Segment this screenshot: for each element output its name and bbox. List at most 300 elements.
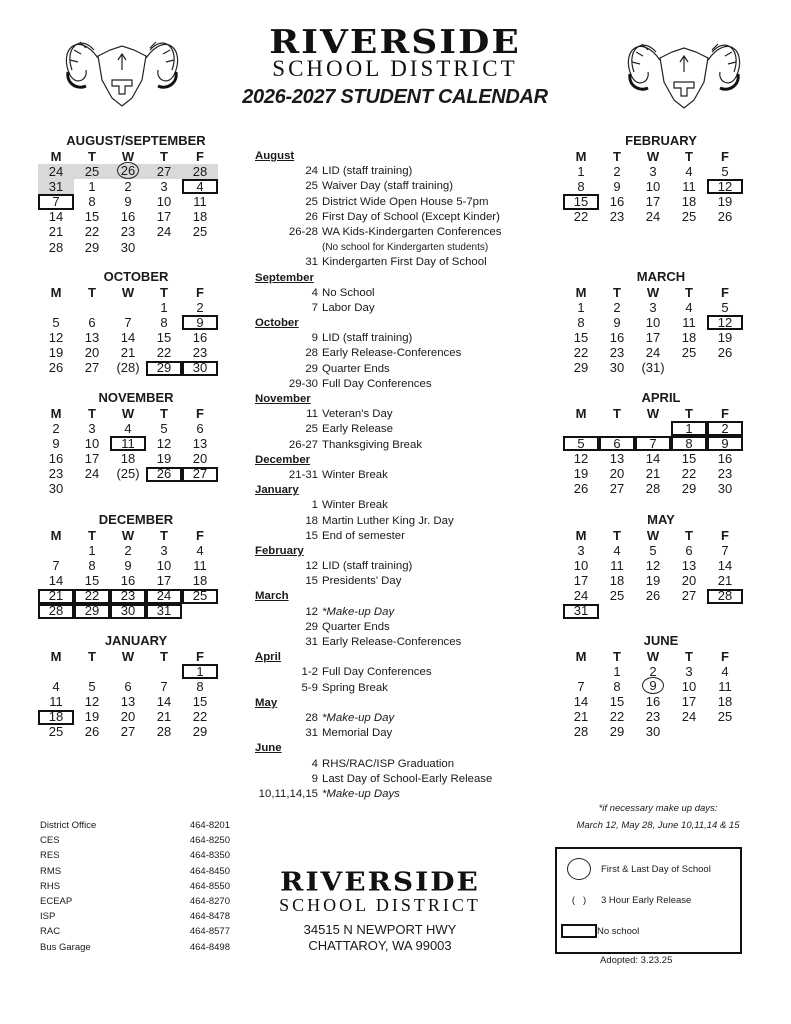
event-date: 25 <box>305 423 318 436</box>
event-description: Labor Day <box>322 301 375 314</box>
weekday-header: W <box>121 406 135 421</box>
day-cell: 24 <box>573 588 589 604</box>
day-cell: 18 <box>717 693 733 709</box>
day-cell: 5 <box>649 542 657 558</box>
day-cell: 8 <box>196 678 204 694</box>
day-cell: 24 <box>84 466 100 482</box>
event-date: 28 <box>305 347 318 360</box>
day-cell <box>599 421 635 436</box>
month-march <box>561 269 761 376</box>
weekday-header: F <box>721 406 729 421</box>
day-cell: 28 <box>182 164 218 179</box>
day-cell: 24 <box>645 209 661 225</box>
event-month-heading: May <box>255 696 278 709</box>
day-cell: 11 <box>682 314 696 330</box>
day-cell <box>38 543 74 558</box>
day-cell: 23 <box>192 345 208 361</box>
day-cell: 25 <box>681 345 697 361</box>
event-row <box>255 210 535 225</box>
day-cell-no-school: 29 <box>74 604 110 619</box>
day-cell-no-school: 29 <box>146 361 182 376</box>
event-row <box>255 468 535 483</box>
day-cell <box>146 240 182 255</box>
day-cell: 5 <box>52 314 60 330</box>
day-cell: 14 <box>717 557 733 573</box>
contact-row <box>40 924 230 939</box>
address-line-2: CHATTAROY, WA 99003 <box>308 938 452 953</box>
weekday-header: W <box>121 649 135 664</box>
makeup-note-line2: March 12, May 28, June 10,11,14 & 15 <box>576 820 740 831</box>
day-cell: 8 <box>577 178 585 194</box>
month-grid <box>38 528 218 619</box>
month-november <box>36 390 236 497</box>
day-cell: 7 <box>721 542 729 558</box>
week-row <box>563 346 743 361</box>
footer-district-name: RIVERSIDE <box>280 866 480 897</box>
day-cell: 5 <box>88 678 96 694</box>
day-cell: 3 <box>649 163 657 179</box>
event-date: 15 <box>305 575 318 588</box>
day-cell: 31 <box>38 179 74 194</box>
day-cell-no-school: 30 <box>110 604 146 619</box>
event-row <box>255 164 535 179</box>
event-description: No School <box>322 286 375 299</box>
month-grid <box>38 285 218 376</box>
day-cell <box>182 240 218 255</box>
week-row <box>38 694 218 709</box>
day-cell: 16 <box>645 693 661 709</box>
day-cell: 3 <box>88 420 96 436</box>
day-cell: 4 <box>685 299 693 315</box>
weekday-header: M <box>50 149 62 164</box>
day-cell: 24 <box>681 709 697 725</box>
day-cell: 22 <box>573 345 589 361</box>
weekday-header: T <box>88 528 96 543</box>
day-cell: 15 <box>156 329 172 345</box>
event-date: 31 <box>305 256 318 269</box>
event-description: Early Release <box>322 423 393 436</box>
day-cell: 6 <box>196 420 204 436</box>
day-cell-no-school: 9 <box>707 436 743 451</box>
weekday-header: M <box>575 528 587 543</box>
event-description: Early Release-Conferences <box>322 636 462 648</box>
day-cell: 14 <box>573 693 589 709</box>
day-cell-no-school: 24 <box>146 589 182 604</box>
legend-box <box>555 847 742 954</box>
day-cell: 30 <box>717 481 733 497</box>
day-cell: 9 <box>613 178 621 194</box>
weekday-header: T <box>613 528 621 543</box>
month-name: MAY <box>647 512 675 527</box>
event-date: 28 <box>305 711 318 724</box>
contact-name: ECEAP <box>40 895 73 907</box>
legend-circle-label: First & Last Day of School <box>601 863 711 875</box>
month-name: JUNE <box>643 633 679 648</box>
weekday-header: F <box>196 649 204 664</box>
day-cell: 10 <box>156 193 172 209</box>
day-cell-no-school: 25 <box>182 589 218 604</box>
event-month-heading: February <box>255 544 304 557</box>
day-cell: 7 <box>52 557 60 573</box>
day-cell: 11 <box>682 178 696 194</box>
day-cell: 29 <box>192 724 208 740</box>
day-cell: 15 <box>84 572 100 588</box>
calendar-title: 2026-2027 STUDENT CALENDAR <box>242 86 548 108</box>
weekday-header: W <box>121 285 135 300</box>
legend-box-label: No school <box>597 925 640 937</box>
contact-phone: 464-8250 <box>189 835 230 847</box>
day-cell: 29 <box>609 724 625 740</box>
weekday-header: T <box>160 285 168 300</box>
footer-district-subtitle: SCHOOL DISTRICT <box>279 895 481 915</box>
day-cell: 23 <box>645 709 661 725</box>
day-cell: 2 <box>649 663 657 679</box>
day-cell: 5 <box>721 299 729 315</box>
week-row <box>563 451 743 466</box>
event-row <box>255 635 535 650</box>
week-row <box>563 361 743 376</box>
day-cell: 8 <box>613 678 621 694</box>
day-cell: 3 <box>160 542 168 558</box>
day-cell: 18 <box>120 450 136 466</box>
month-aug-sep <box>36 133 236 255</box>
day-cell-no-school: 28 <box>707 589 743 604</box>
event-row <box>255 529 535 544</box>
day-cell: 25 <box>48 724 64 740</box>
day-cell-no-school: 22 <box>74 589 110 604</box>
day-cell: 9 <box>124 557 132 573</box>
day-cell: 10 <box>645 178 661 194</box>
event-row <box>255 195 535 210</box>
contact-phone: 464-8550 <box>189 880 230 892</box>
event-date: 5-9 <box>301 681 318 694</box>
month-name: DECEMBER <box>98 512 174 527</box>
event-description: Quarter Ends <box>322 620 390 633</box>
weekday-header: T <box>160 406 168 421</box>
event-row <box>255 346 535 361</box>
weekday-header: T <box>88 406 96 421</box>
day-cell: 14 <box>156 693 172 709</box>
day-cell: 24 <box>156 224 172 240</box>
weekday-header: W <box>646 149 660 164</box>
week-row <box>563 604 743 619</box>
day-cell-no-school: 11 <box>110 436 146 451</box>
day-cell: 22 <box>609 709 625 725</box>
address-line-1: 34515 N NEWPORT HWY <box>303 922 457 937</box>
weekday-header: T <box>88 285 96 300</box>
weekday-header: M <box>50 528 62 543</box>
contact-phone: 464-8270 <box>189 895 230 907</box>
weekday-header: M <box>50 649 62 664</box>
event-row <box>255 681 535 696</box>
day-cell: 15 <box>84 209 100 225</box>
week-row <box>563 482 743 497</box>
day-cell: 28 <box>156 724 172 740</box>
weekday-header: W <box>646 406 660 421</box>
day-cell-no-school: 7 <box>38 194 74 209</box>
event-description: Quarter Ends <box>322 362 390 375</box>
day-cell: 25 <box>609 588 625 604</box>
day-cell: 23 <box>609 209 625 225</box>
event-date: 11 <box>306 408 318 421</box>
week-row <box>38 451 218 466</box>
day-cell: 13 <box>120 693 136 709</box>
event-month-heading: December <box>255 453 311 466</box>
day-cell <box>671 361 707 376</box>
week-row <box>38 482 218 497</box>
day-cell-no-school: 21 <box>38 589 74 604</box>
weekday-header: M <box>50 406 62 421</box>
day-cell: 1 <box>577 299 585 315</box>
event-description: Last Day of School-Early Release <box>322 772 493 785</box>
day-cell: 18 <box>192 209 208 225</box>
day-cell: 7 <box>577 678 585 694</box>
week-row <box>38 164 218 179</box>
event-description: LID (staff training) <box>322 332 413 345</box>
event-row <box>255 438 535 453</box>
event-description: End of semester <box>322 529 405 542</box>
day-cell: 28 <box>645 481 661 497</box>
day-cell: 11 <box>610 557 624 573</box>
contact-phone: 464-8450 <box>189 865 230 877</box>
week-row <box>563 573 743 588</box>
contact-name: RMS <box>40 865 62 877</box>
day-cell: 12 <box>156 435 172 451</box>
weekday-header: M <box>575 649 587 664</box>
day-cell: 6 <box>685 542 693 558</box>
event-date: 9 <box>311 332 318 345</box>
day-cell-no-school: 7 <box>635 436 671 451</box>
event-date: 24 <box>305 165 318 178</box>
contact-phone: 464-8498 <box>189 941 230 953</box>
day-cell <box>563 421 599 436</box>
day-cell <box>635 421 671 436</box>
legend-item-early-release <box>557 895 691 906</box>
day-cell: 17 <box>84 450 100 466</box>
day-cell: 18 <box>681 193 697 209</box>
day-cell-no-school: 18 <box>38 710 74 725</box>
event-month-heading: January <box>255 484 299 497</box>
day-cell: 10 <box>573 557 589 573</box>
event-description: Full Day Conferences <box>322 377 432 390</box>
day-cell: 5 <box>721 163 729 179</box>
parentheses-symbol-icon: ( ) <box>571 895 587 906</box>
day-cell: 21 <box>573 709 589 725</box>
event-description: Kindergarten First Day of School <box>322 256 487 269</box>
day-cell: 4 <box>685 163 693 179</box>
events-list <box>255 149 535 802</box>
day-cell-no-school: 15 <box>563 194 599 209</box>
day-cell <box>182 482 218 497</box>
day-cell: 19 <box>156 450 172 466</box>
day-cell: 25 <box>192 224 208 240</box>
contact-name: CES <box>40 835 60 847</box>
day-cell: 7 <box>160 678 168 694</box>
day-cell <box>38 664 74 679</box>
contact-phone: 464-8577 <box>189 926 230 938</box>
event-date: 7 <box>311 301 318 314</box>
contact-name: RES <box>40 850 60 862</box>
week-row <box>563 467 743 482</box>
contact-phone: 464-8478 <box>189 911 230 923</box>
month-june <box>561 633 761 740</box>
month-october <box>36 269 236 376</box>
week-row <box>38 725 218 740</box>
day-cell <box>707 604 743 619</box>
event-date: 26-27 <box>288 438 318 451</box>
day-cell: 19 <box>717 329 733 345</box>
weekday-header: F <box>196 149 204 164</box>
day-cell-no-school: 9 <box>182 315 218 330</box>
month-grid <box>563 406 743 497</box>
event-description: *Make-up Days <box>322 787 400 800</box>
day-cell: 3 <box>649 299 657 315</box>
day-cell: 26 <box>645 588 661 604</box>
day-cell <box>563 664 599 679</box>
month-february <box>561 133 761 225</box>
weekday-header: T <box>685 406 693 421</box>
day-cell: 11 <box>193 557 207 573</box>
month-january <box>36 633 236 740</box>
day-cell <box>146 664 182 679</box>
day-cell: 29 <box>573 360 589 376</box>
day-cell-no-school: 6 <box>599 436 635 451</box>
day-cell: 20 <box>609 466 625 482</box>
day-cell: 17 <box>573 572 589 588</box>
day-cell: 30 <box>120 239 136 255</box>
day-cell-no-school: 28 <box>38 604 74 619</box>
day-cell: 3 <box>685 663 693 679</box>
event-row <box>255 240 535 255</box>
day-cell: 19 <box>48 345 64 361</box>
event-month-heading: October <box>255 317 299 330</box>
event-row <box>255 665 535 680</box>
day-cell: 20 <box>120 709 136 725</box>
month-name: MARCH <box>636 269 686 284</box>
day-cell: 2 <box>196 299 204 315</box>
day-cell: 13 <box>84 329 100 345</box>
day-cell: 18 <box>609 572 625 588</box>
weekday-header: T <box>160 649 168 664</box>
event-month-heading: August <box>255 150 295 162</box>
event-row <box>255 787 535 802</box>
day-cell-no-school: 12 <box>707 179 743 194</box>
month-grid <box>563 528 743 619</box>
district-subtitle: SCHOOL DISTRICT <box>272 56 518 81</box>
event-row <box>255 726 535 741</box>
day-cell <box>599 604 635 619</box>
day-cell: 18 <box>192 572 208 588</box>
week-row <box>563 330 743 345</box>
day-cell: 26 <box>717 345 733 361</box>
contact-name: Bus Garage <box>40 941 91 953</box>
event-row <box>255 422 535 437</box>
week-row <box>38 210 218 225</box>
event-row <box>255 331 535 346</box>
day-cell: 11 <box>718 678 732 694</box>
day-cell: 4 <box>52 678 60 694</box>
week-row <box>38 664 218 679</box>
weekday-header: F <box>721 528 729 543</box>
week-row <box>38 315 218 330</box>
event-description: Presidents' Day <box>322 575 402 588</box>
day-cell: 23 <box>609 345 625 361</box>
day-cell: 4 <box>196 542 204 558</box>
day-cell: 15 <box>609 693 625 709</box>
day-cell: 12 <box>48 329 64 345</box>
week-row <box>38 421 218 436</box>
day-cell: 22 <box>681 466 697 482</box>
month-grid <box>38 406 218 497</box>
event-date: 10,11,14,15 <box>258 787 318 800</box>
day-cell <box>110 300 146 315</box>
event-row <box>255 498 535 513</box>
day-cell-first-last-day: 9 <box>635 679 671 694</box>
district-address <box>260 922 500 954</box>
day-cell: 1 <box>88 542 96 558</box>
day-cell-no-school: 26 <box>146 467 182 482</box>
weekday-header: T <box>613 406 621 421</box>
event-description: Full Day Conferences <box>322 666 432 679</box>
day-cell: 19 <box>84 709 100 725</box>
day-cell: 18 <box>681 329 697 345</box>
event-row <box>255 559 535 574</box>
week-row <box>563 694 743 709</box>
day-cell: 21 <box>156 709 172 725</box>
week-row <box>563 589 743 604</box>
week-row <box>563 300 743 315</box>
month-may <box>561 512 761 619</box>
day-cell: 8 <box>577 314 585 330</box>
weekday-header: W <box>121 528 135 543</box>
day-cell: 9 <box>52 435 60 451</box>
week-row <box>38 679 218 694</box>
day-cell: 28 <box>48 239 64 255</box>
week-row <box>563 315 743 330</box>
day-cell-no-school: 27 <box>182 467 218 482</box>
week-row <box>563 679 743 694</box>
day-cell: 21 <box>48 224 64 240</box>
event-row <box>255 620 535 635</box>
event-row <box>255 377 535 392</box>
contact-row <box>40 864 230 879</box>
day-cell: 19 <box>645 572 661 588</box>
day-cell: 2 <box>124 178 132 194</box>
day-cell: 26 <box>573 481 589 497</box>
day-cell: 24 <box>38 164 74 179</box>
day-cell: 8 <box>160 314 168 330</box>
event-description: Spring Break <box>322 681 388 694</box>
day-cell: 14 <box>48 209 64 225</box>
week-row <box>38 240 218 255</box>
event-date: 15 <box>305 529 318 542</box>
weekday-header: W <box>646 528 660 543</box>
day-cell: 1 <box>577 163 585 179</box>
event-description: RHS/RAC/ISP Graduation <box>322 757 455 770</box>
weekday-header: T <box>685 149 693 164</box>
contact-phone: 464-8350 <box>189 850 230 862</box>
district-logo-header <box>240 24 550 80</box>
event-date: 26 <box>305 210 318 223</box>
legend-item-no-school <box>557 924 639 938</box>
event-month-heading: April <box>255 651 281 664</box>
day-cell: 8 <box>88 557 96 573</box>
ram-mascot-logo-left-icon <box>58 20 186 110</box>
week-row <box>563 210 743 225</box>
day-cell: 27 <box>84 360 100 376</box>
day-cell: 16 <box>609 193 625 209</box>
day-cell <box>707 725 743 740</box>
